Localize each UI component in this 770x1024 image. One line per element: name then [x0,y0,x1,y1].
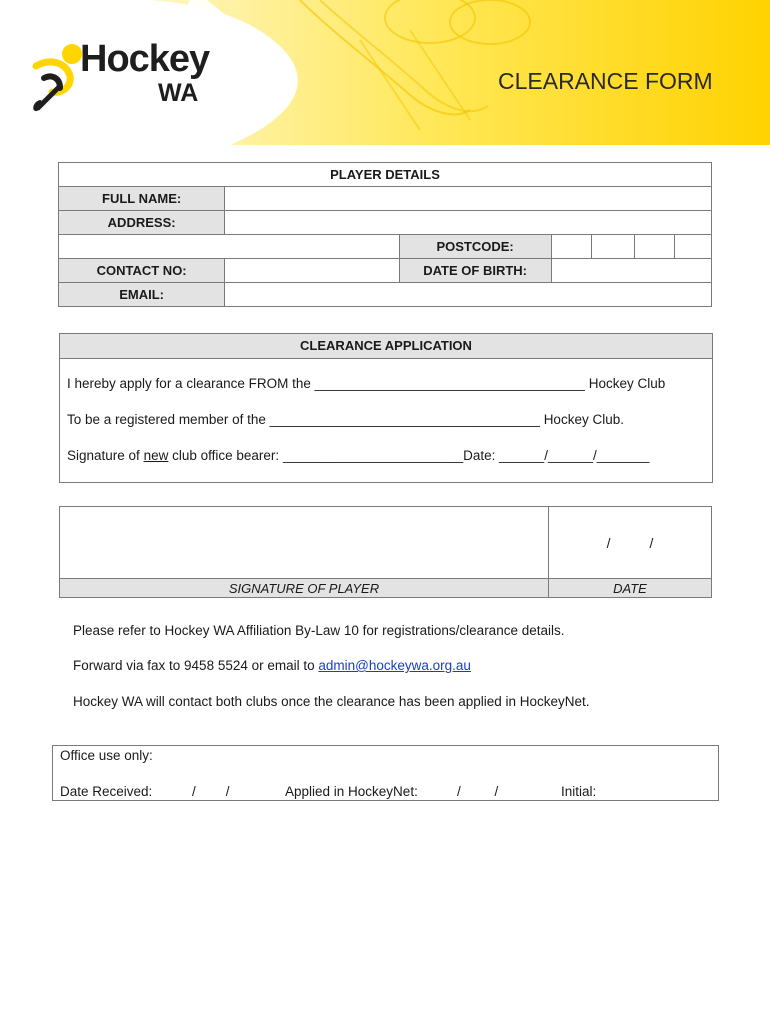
email-field[interactable] [225,283,712,307]
signature-of-text: Signature of [67,448,140,463]
to-club-blank[interactable]: ____________________________________ [269,412,540,427]
email-link[interactable]: admin@hockeywa.org.au [318,658,471,673]
logo-wordmark: Hockey [80,38,210,80]
office-bearer-signature-blank[interactable]: ________________________ [282,448,464,463]
contact-clubs-note: Hockey WA will contact both clubs once the clearance has been applied in HockeyNet. [73,694,590,709]
postcode-digit-field[interactable] [551,235,591,259]
date-received-slashes[interactable]: / / [192,784,230,799]
date-of-birth-label: DATE OF BIRTH: [399,259,551,283]
postcode-digit-field[interactable] [634,235,674,259]
clearance-from-line [67,376,665,391]
postcode-digit-field[interactable] [591,235,634,259]
page-title: CLEARANCE FORM [498,68,713,94]
office-bearer-signature-line [67,448,649,463]
to-club-suffix: Hockey Club. [543,412,624,427]
applied-hockeynet-label: Applied in HockeyNet: [285,784,418,799]
clearance-from-text: I hereby apply for a clearance FROM the [67,376,311,391]
logo-subtitle: WA [158,79,199,107]
contact-no-field[interactable] [225,259,399,283]
player-details-table [58,162,712,307]
signature-of-player-label: SIGNATURE OF PLAYER [60,579,549,598]
player-signature-table [59,506,712,598]
initial-label: Initial: [561,784,597,799]
address-field[interactable] [225,211,712,235]
hockey-wa-logo [30,36,230,116]
from-club-blank[interactable]: ____________________________________ [314,376,585,391]
registered-member-line [67,412,624,427]
date-label: DATE [549,579,712,598]
bylaw-reference-note: Please refer to Hockey WA Affiliation By-Law 10 for registrations/clearance details. [73,623,565,638]
clearance-application-heading: CLEARANCE APPLICATION [60,334,712,359]
full-name-field[interactable] [225,187,712,211]
forward-note [73,658,471,673]
new-emphasis-text: new [143,448,169,463]
office-bearer-date-blank[interactable]: Date: ______/______/_______ [463,448,650,463]
office-use-title: Office use only: [60,748,153,763]
player-date-field[interactable] [549,507,712,579]
address-label: ADDRESS: [59,211,225,235]
postcode-label: POSTCODE: [399,235,551,259]
postcode-digit-field[interactable] [674,235,711,259]
contact-no-label: CONTACT NO: [59,259,225,283]
registered-member-text: To be a registered member of the [67,412,266,427]
from-club-suffix: Hockey Club [588,376,666,391]
player-date-slashes: / / [606,534,654,551]
address-line-2-field[interactable] [59,235,400,259]
date-of-birth-field[interactable] [551,259,711,283]
header-banner [0,0,770,145]
full-name-label: FULL NAME: [59,187,225,211]
forward-note-text: Forward via fax to 9458 5524 or email to [73,658,315,673]
player-details-heading: PLAYER DETAILS [59,163,712,187]
email-label: EMAIL: [59,283,225,307]
player-signature-field[interactable] [60,507,549,579]
office-bearer-text: club office bearer: [172,448,280,463]
applied-hockeynet-slashes[interactable]: / / [457,784,499,799]
date-received-label: Date Received: [60,784,153,799]
